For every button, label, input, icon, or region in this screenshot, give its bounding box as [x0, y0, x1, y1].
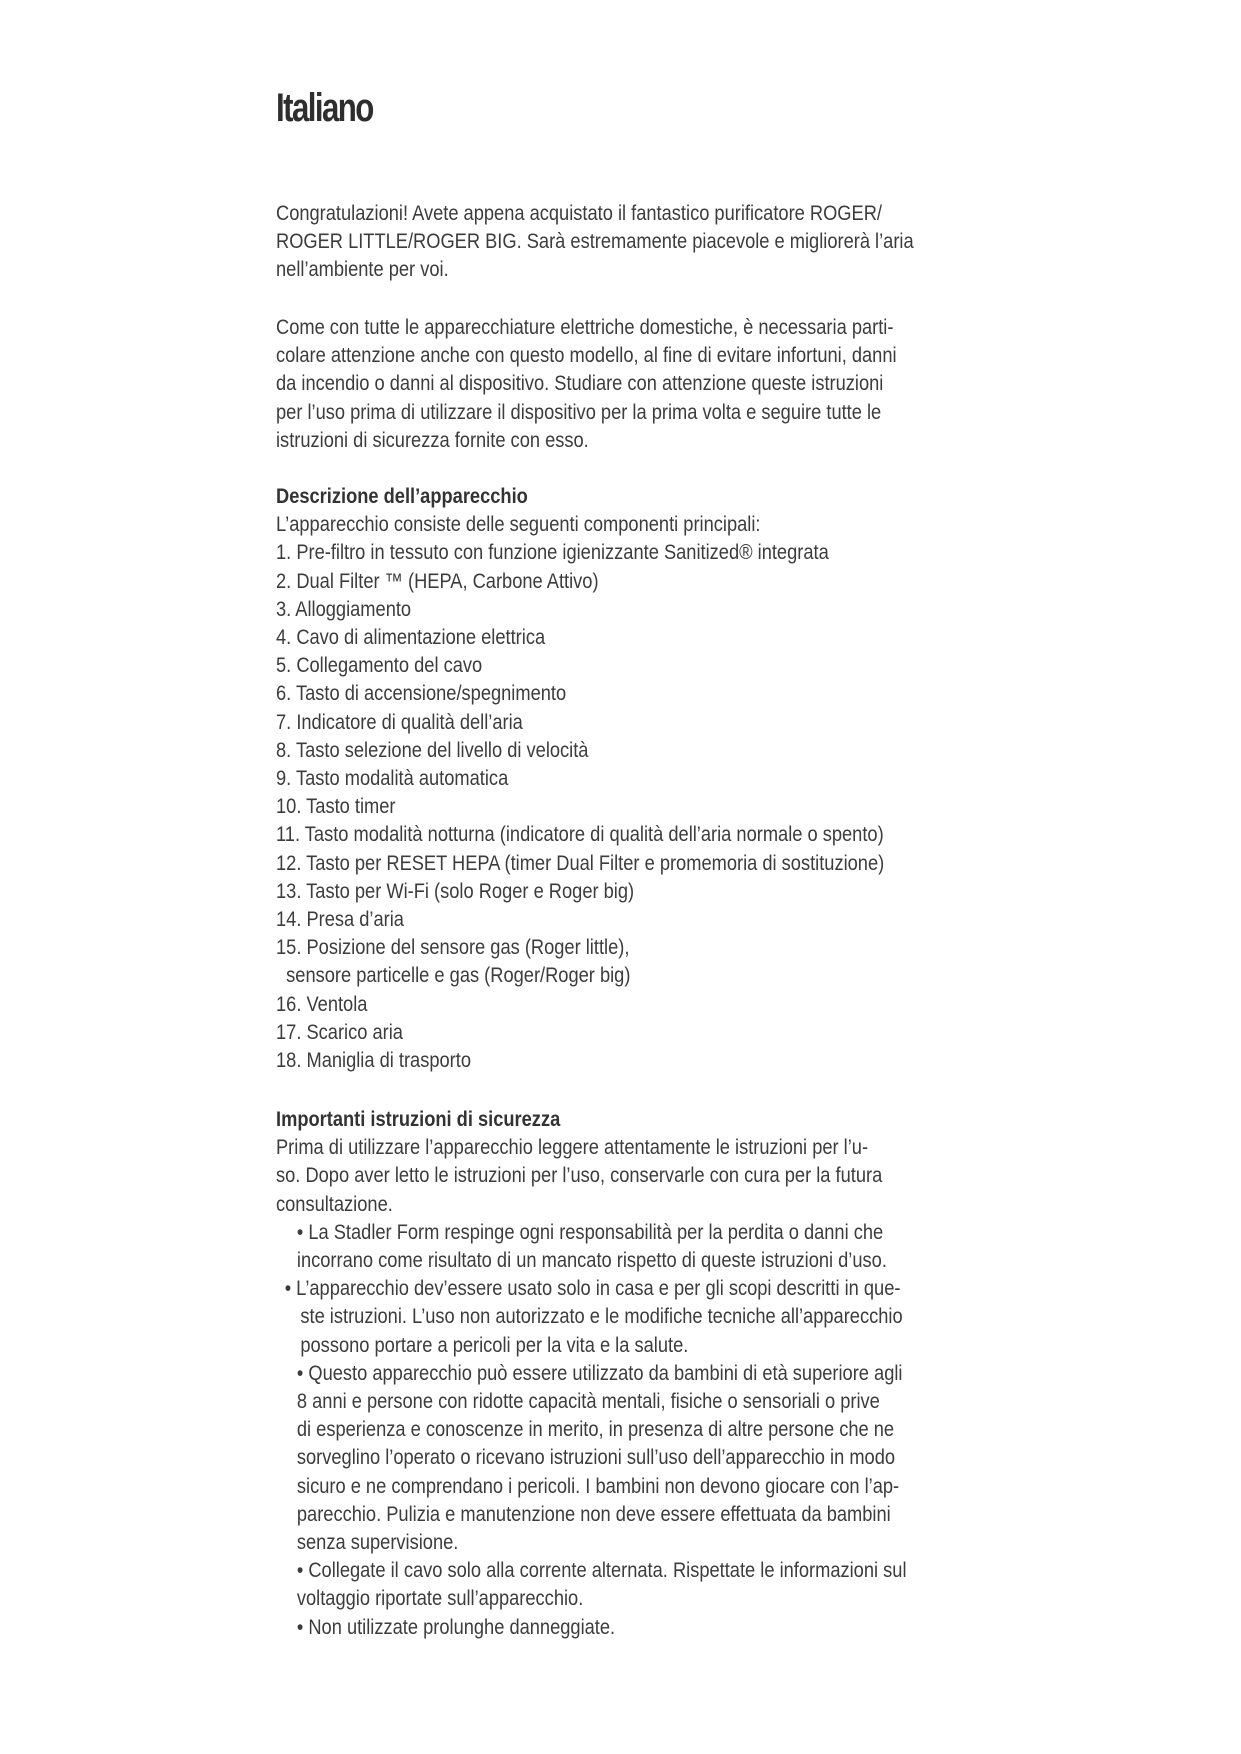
list-item: 5. Collegamento del cavo [276, 654, 483, 678]
section-lead: L’apparecchio consiste delle seguenti componenti principali: [276, 513, 761, 537]
warning-paragraph [276, 314, 915, 455]
list-item: 16. Ventola [276, 992, 368, 1016]
text-line: per l’uso prima di utilizzare il dispositivo per la prima volta e seguire tutte le [276, 400, 882, 424]
safety-bullet [276, 1614, 915, 1642]
safety-bullet [276, 1219, 915, 1275]
safety-bullet [276, 1275, 915, 1360]
list-item: 11. Tasto modalità notturna (indicatore di qualità dell’aria normale o spento) [276, 823, 884, 847]
text-line: • Collegate il cavo solo alla corrente alternata. Rispettate le informazioni sul [296, 1559, 907, 1583]
text-line: • L’apparecchio dev’essere usato solo in casa e per gli scopi descritti in que- [284, 1277, 901, 1301]
page-title: Italiano [276, 86, 373, 130]
text-line: senza supervisione. [296, 1531, 459, 1555]
text-line: consultazione. [276, 1192, 393, 1216]
text-line: Congratulazioni! Avete appena acquistato il fantastico purificatore ROGER/ [276, 202, 882, 225]
text-line: sorveglino l’operato o ricevano istruzioni sull’uso dell’apparecchio in modo [296, 1446, 896, 1470]
text-line: di esperienza e conoscenze in merito, in presenza di altre persone che ne [296, 1418, 895, 1442]
safety-bullet [276, 1360, 915, 1557]
text-line: da incendio o danni al dispositivo. Studiare con attenzione queste istruzioni [276, 372, 884, 396]
text-line: Come con tutte le apparecchiature elettriche domestiche, è necessaria parti- [276, 316, 894, 339]
text-line: istruzioni di sicurezza fornite con esso. [276, 428, 589, 452]
list-item: 15. Posizione del sensore gas (Roger little), [276, 936, 630, 960]
safety-bullet [276, 1557, 915, 1613]
text-line: • Non utilizzate prolunghe danneggiate. [296, 1615, 616, 1639]
list-item: 14. Presa d’aria [276, 908, 404, 932]
text-line: sicuro e ne comprendano i pericoli. I bambini non devono giocare con l’ap- [296, 1474, 900, 1498]
list-item: 9. Tasto modalità automatica [276, 767, 509, 791]
list-item: 13. Tasto per Wi-Fi (solo Roger e Roger big) [276, 879, 635, 903]
list-item: 8. Tasto selezione del livello di velocità [276, 738, 589, 762]
list-item: sensore particelle e gas (Roger/Roger big) [276, 964, 631, 988]
list-item: 1. Pre-filtro in tessuto con funzione igienizzante Sanitized® integrata [276, 541, 829, 565]
text-line: • Questo apparecchio può essere utilizzato da bambini di età superiore agli [296, 1361, 903, 1385]
list-item: 6. Tasto di accensione/spegnimento [276, 682, 567, 706]
text-line: Prima di utilizzare l’apparecchio leggere attentamente le istruzioni per l’u- [276, 1136, 869, 1160]
text-line: voltaggio riportate sull’apparecchio. [296, 1587, 584, 1611]
text-line: so. Dopo aver letto le istruzioni per l’uso, conservarle con cura per la futura [276, 1164, 883, 1188]
text-line: nell’ambiente per voi. [276, 258, 449, 282]
section-heading: Importanti istruzioni di sicurezza [276, 1108, 561, 1131]
list-item: 18. Maniglia di trasporto [276, 1049, 471, 1073]
text-line: possono portare a pericoli per la vita e la salute. [300, 1333, 689, 1357]
intro-paragraph [276, 200, 915, 285]
text-line: ste istruzioni. L’uso non autorizzato e le modifiche tecniche all’apparecchio [300, 1305, 903, 1329]
description-section [276, 483, 915, 1075]
text-line: colare attenzione anche con questo modello, al fine di evitare infortuni, danni [276, 344, 897, 368]
text-line: ROGER LITTLE/ROGER BIG. Sarà estremamente piacevole e migliorerà l’aria [276, 230, 914, 254]
list-item: 17. Scarico aria [276, 1020, 403, 1044]
list-item: 3. Alloggiamento [276, 597, 412, 621]
safety-section [276, 1106, 915, 1642]
text-line: 8 anni e persone con ridotte capacità mentali, fisiche o sensoriali o prive [296, 1390, 880, 1414]
list-item: 7. Indicatore di qualità dell’aria [276, 710, 523, 734]
list-item: 10. Tasto timer [276, 795, 396, 819]
text-line: • La Stadler Form respinge ogni responsabilità per la perdita o danni che [296, 1220, 884, 1244]
section-heading: Descrizione dell’apparecchio [276, 485, 528, 508]
list-item: 4. Cavo di alimentazione elettrica [276, 626, 546, 650]
list-item: 2. Dual Filter ™ (HEPA, Carbone Attivo) [276, 569, 599, 593]
text-line: parecchio. Pulizia e manutenzione non deve essere effettuata da bambini [296, 1502, 891, 1526]
list-item: 12. Tasto per RESET HEPA (timer Dual Filter e promemoria di sostituzione) [276, 851, 885, 875]
text-line: incorrano come risultato di un mancato rispetto di queste istruzioni d’uso. [296, 1249, 887, 1273]
